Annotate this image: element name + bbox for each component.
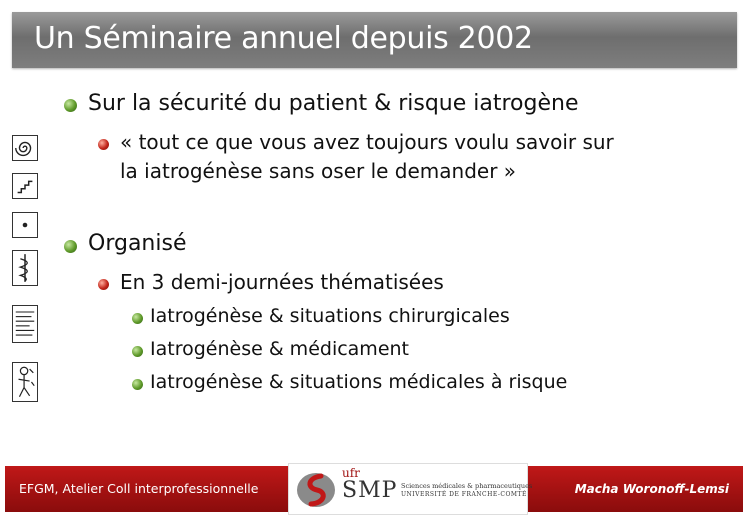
bullet-level1 <box>64 99 77 112</box>
bullet-level2 <box>98 139 109 150</box>
ufr-smp-logo <box>288 463 533 515</box>
logo-subtitle: Sciences médicales & pharmaceutiques <box>401 482 533 490</box>
bullet-level2 <box>98 279 109 290</box>
footer-author: Macha Woronoff-Lemsi <box>574 482 729 496</box>
logo-university: UNIVERSITÉ DE FRANCHE-COMTÉ <box>401 491 527 498</box>
item-organise: Organisé <box>88 231 187 256</box>
logo-smp-text: SMP <box>342 478 398 503</box>
logo-mark-icon <box>295 470 337 510</box>
item-medicales-risque: Iatrogénèse & situations médicales à risque <box>150 371 568 393</box>
caduceus-icon <box>12 250 38 286</box>
item-chirurgicales: Iatrogénèse & situations chirurgicales <box>150 305 510 327</box>
stairs-icon <box>12 173 38 199</box>
item-quote-line2: la iatrogénèse sans oser le demander » <box>120 159 517 183</box>
item-quote-line1: « tout ce que vous avez toujours voulu savoir sur <box>120 130 614 154</box>
footer-event: EFGM, Atelier Coll interprofessionnelle <box>19 481 259 496</box>
bullet-level3 <box>132 379 143 390</box>
spiral-icon <box>12 135 38 161</box>
item-security: Sur la sécurité du patient & risque iatrogène <box>88 91 579 116</box>
figure-sketch-icon <box>12 362 38 402</box>
item-demi-journees: En 3 demi-journées thématisées <box>120 270 444 294</box>
slide-title: Un Séminaire annuel depuis 2002 <box>34 21 533 56</box>
bullet-level3 <box>132 313 143 324</box>
title-bar <box>12 12 737 68</box>
bullet-level1 <box>64 240 77 253</box>
bullet-level3 <box>132 346 143 357</box>
item-medicament: Iatrogénèse & médicament <box>150 338 409 360</box>
footer-bar <box>5 466 743 512</box>
dot-frame-icon <box>12 212 38 238</box>
text-block-icon <box>12 305 38 343</box>
logo-ufr-text: ufr <box>342 466 360 480</box>
